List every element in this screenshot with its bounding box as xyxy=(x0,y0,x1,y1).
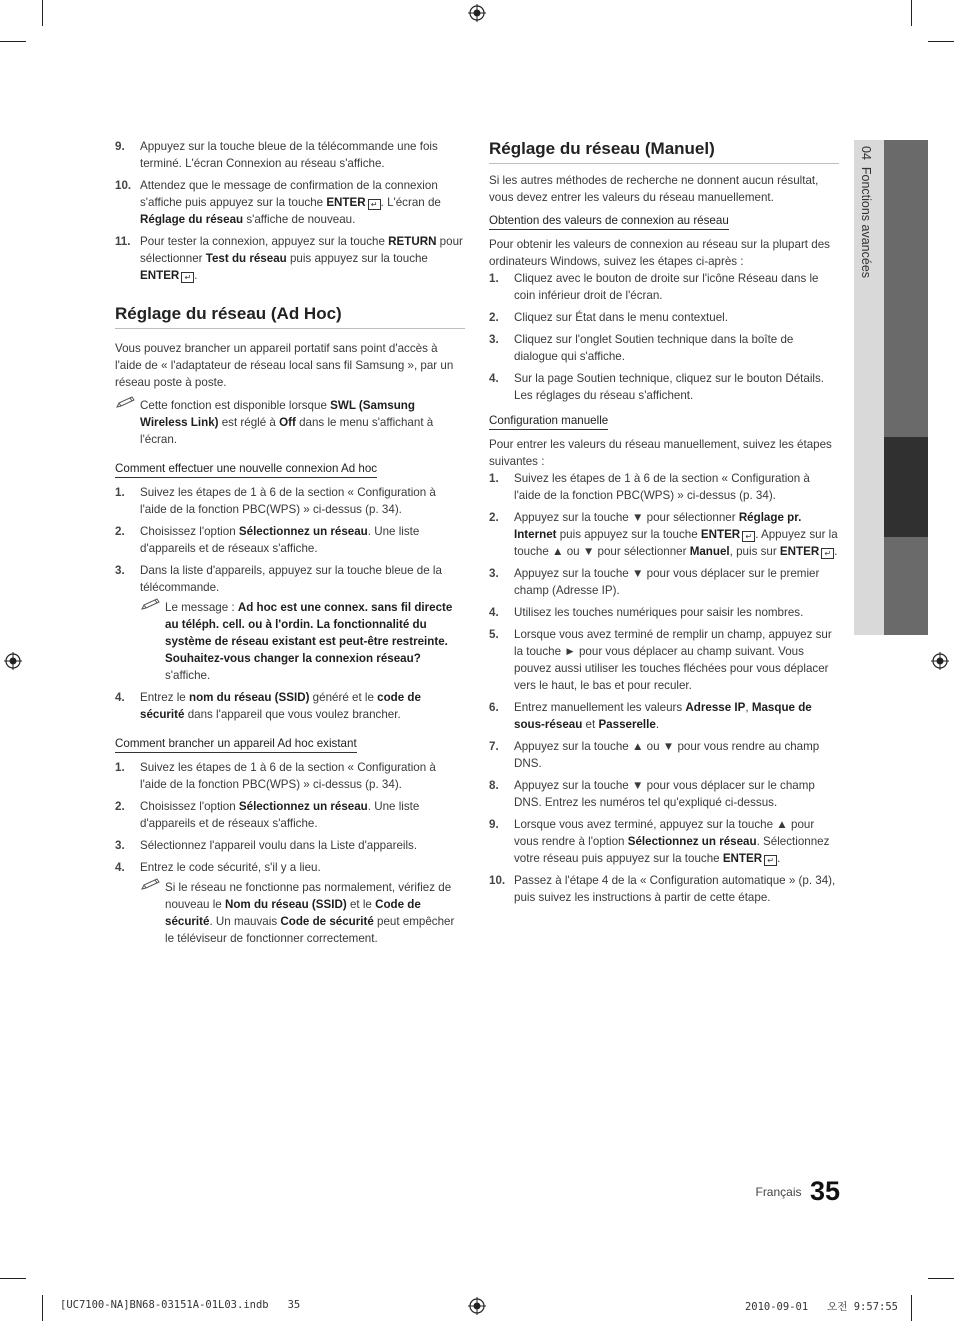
step-number: 2. xyxy=(115,525,125,538)
bold-term: ENTER xyxy=(700,528,741,541)
crop-mark xyxy=(911,1295,912,1321)
bold-term: Réglage du réseau xyxy=(140,213,244,226)
bold-term: Nom du réseau (SSID) xyxy=(224,898,347,911)
list-item xyxy=(489,565,839,599)
note xyxy=(140,879,465,947)
note xyxy=(115,397,465,448)
right-column xyxy=(489,138,839,906)
steps-list xyxy=(489,470,839,906)
enter-key-icon: ↵ xyxy=(764,855,777,866)
step-text: Appuyez sur la touche ▲ ou ▼ pour vous rendre au champ DNS. xyxy=(514,740,820,770)
step-text: Appuyez sur la touche ▼ pour vous déplacer sur le champ DNS. Entrez les numéros tel qu'expliqué ci-dessus. xyxy=(514,779,815,809)
manual-intro: Si les autres méthodes de recherche ne donnent aucun résultat, vous devez entrer les valeurs du réseau manuellement. xyxy=(489,174,819,204)
step-number: 7. xyxy=(489,740,499,753)
step-number: 10. xyxy=(489,874,506,887)
bold-term: RETURN xyxy=(388,235,437,248)
step-text: Suivez les étapes de 1 à 6 de la section « Configuration à l'aide de la fonction PBC(WPS) » ci-dessus (p. 34). xyxy=(140,761,436,791)
step-text: Attendez que le message de confirmation de la connexion s'affiche puis appuyez sur la touche ENTER ↵ . L'écran de Réglage du réseau s'affiche de nouveau. xyxy=(140,179,441,226)
list-item xyxy=(115,177,465,228)
step-number: 3. xyxy=(115,564,125,577)
step-number: 3. xyxy=(489,333,499,346)
step-text: Utilisez les touches numériques pour saisir les nombres. xyxy=(514,606,804,619)
list-item xyxy=(489,738,839,772)
bold-term: Manuel xyxy=(689,545,730,558)
bold-term: Masque de sous-réseau xyxy=(514,701,812,731)
step-text: Choisissez l'option Sélectionnez un réseau. Une liste d'appareils et de réseaux s'affiche. xyxy=(140,525,420,555)
list-item xyxy=(115,138,465,172)
registration-mark-icon xyxy=(468,1297,486,1315)
list-item xyxy=(489,604,839,621)
bold-term: ENTER xyxy=(140,269,180,282)
list-item xyxy=(489,470,839,504)
crop-mark xyxy=(911,0,912,26)
chapter-label xyxy=(859,146,873,278)
bold-term: ENTER xyxy=(779,545,820,558)
steps-list xyxy=(115,138,465,284)
step-text: Appuyez sur la touche ▼ pour vous déplacer sur le premier champ (Adresse IP). xyxy=(514,567,820,597)
note-pencil-icon xyxy=(140,597,162,611)
step-text: Sélectionnez l'appareil voulu dans la Liste d'appareils. xyxy=(140,839,418,852)
list-item xyxy=(489,309,839,326)
note-pencil-icon xyxy=(115,395,137,409)
list-item xyxy=(489,777,839,811)
list-item xyxy=(115,859,465,947)
print-file-info: [UC7100-NA]BN68-03151A-01L03.indb 35 xyxy=(60,1299,301,1311)
step-text: Pour tester la connexion, appuyez sur la touche RETURN pour sélectionner Test du réseau puis appuyez sur la touche ENTER ↵ . xyxy=(140,235,463,282)
bold-term: ENTER xyxy=(722,852,763,865)
step-number: 3. xyxy=(489,567,499,580)
list-item xyxy=(115,798,465,832)
bold-term: Off xyxy=(279,416,296,429)
list-item xyxy=(115,689,465,723)
subsection-manual-config: Configuration manuelle xyxy=(489,413,608,430)
step-text: Suivez les étapes de 1 à 6 de la section « Configuration à l'aide de la fonction PBC(WPS) » ci-dessus (p. 34). xyxy=(514,472,810,502)
crop-mark xyxy=(42,0,43,26)
registration-mark-icon xyxy=(931,652,949,670)
chapter-bar-active xyxy=(884,437,928,537)
page-footer xyxy=(700,1176,840,1207)
step-number: 6. xyxy=(489,701,499,714)
list-item xyxy=(489,872,839,906)
bold-term: Adresse IP xyxy=(685,701,746,714)
bold-term: Sélectionnez un réseau xyxy=(238,800,368,813)
step-number: 1. xyxy=(489,272,499,285)
note-pencil-icon xyxy=(140,877,162,891)
list-item xyxy=(115,484,465,518)
list-item xyxy=(115,233,465,284)
step-number: 4. xyxy=(489,606,499,619)
steps-list xyxy=(489,270,839,404)
step-text: Suivez les étapes de 1 à 6 de la section « Configuration à l'aide de la fonction PBC(WPS) » ci-dessus (p. 34). xyxy=(140,486,436,516)
step-number: 4. xyxy=(115,691,125,704)
bold-term: code de sécurité xyxy=(140,691,421,721)
section-title-manual: Réglage du réseau (Manuel) xyxy=(489,138,839,164)
bold-term: Ad hoc est une connex. sans fil directe au téléph. cell. ou à l'ordin. La fonctionnalité du système de réseau existant est peut-être restreinte. Souhaitez-vous changer la connexion réseau? xyxy=(165,601,453,665)
chapter-number: 04 xyxy=(859,146,873,160)
registration-mark-icon xyxy=(4,652,22,670)
step-number: 2. xyxy=(489,311,499,324)
left-column xyxy=(115,138,465,947)
enter-key-icon: ↵ xyxy=(821,548,834,559)
manual-config-intro: Pour entrer les valeurs du réseau manuellement, suivez les étapes suivantes : xyxy=(489,438,832,468)
step-text: Appuyez sur la touche bleue de la télécommande une fois terminé. L'écran Connexion au réseau s'affiche. xyxy=(140,140,438,170)
footer-language: Français xyxy=(755,1185,802,1199)
subsection-new-connection: Comment effectuer une nouvelle connexion Ad hoc xyxy=(115,461,377,478)
note xyxy=(140,599,465,684)
bold-term: Sélectionnez un réseau xyxy=(238,525,368,538)
enter-key-icon: ↵ xyxy=(181,272,194,283)
step-text: Appuyez sur la touche ▼ pour sélectionner Réglage pr. Internet puis appuyez sur la touche ENTER ↵ . Appuyez sur la touche ▲ ou ▼ pour sélectionner Manuel, puis sur ENTER ↵ . xyxy=(514,511,838,558)
page-number: 35 xyxy=(809,1176,840,1206)
chapter-bar xyxy=(884,140,928,437)
bold-term: Code de sécurité xyxy=(165,898,421,928)
step-text: Dans la liste d'appareils, appuyez sur la touche bleue de la télécommande. xyxy=(140,564,442,594)
step-text: Entrez le nom du réseau (SSID) généré et le code de sécurité dans l'appareil que vous voulez brancher. xyxy=(140,691,421,721)
step-number: 4. xyxy=(115,861,125,874)
bold-term: ENTER xyxy=(326,196,366,209)
step-text: Entrez manuellement les valeurs Adresse IP, Masque de sous-réseau et Passerelle. xyxy=(514,701,812,731)
step-number: 3. xyxy=(115,839,125,852)
subsection-obtain: Obtention des valeurs de connexion au réseau xyxy=(489,213,729,230)
subsection-existing: Comment brancher un appareil Ad hoc existant xyxy=(115,736,357,753)
step-number: 4. xyxy=(489,372,499,385)
step-text: Lorsque vous avez terminé de remplir un champ, appuyez sur la touche ► pour vous déplacer au champ suivant. Vous pouvez aussi utiliser les touches fléchées pour vous déplacer vers le haut, le bas et pour reculer. xyxy=(514,628,832,692)
step-text: Cliquez sur l'onglet Soutien technique dans la boîte de dialogue qui s'affiche. xyxy=(514,333,794,363)
registration-mark-icon xyxy=(468,4,486,22)
list-item xyxy=(489,370,839,404)
note-text: Cette fonction est disponible lorsque SWL (Samsung Wireless Link) est réglé à Off dans le menu s'affichant à l'écran. xyxy=(140,399,434,446)
steps-list xyxy=(115,484,465,723)
chapter-title: Fonctions avancées xyxy=(859,166,873,279)
step-number: 1. xyxy=(115,486,125,499)
print-date-info: 2010-09-01 오전 9:57:55 xyxy=(744,1301,898,1313)
list-item xyxy=(489,509,839,560)
step-number: 10. xyxy=(115,179,132,192)
step-number: 11. xyxy=(115,235,131,248)
list-item xyxy=(489,270,839,304)
list-item xyxy=(115,759,465,793)
chapter-bar xyxy=(884,537,928,635)
enter-key-icon: ↵ xyxy=(742,531,755,542)
bold-term: Sélectionnez un réseau xyxy=(627,835,757,848)
steps-list xyxy=(115,759,465,947)
step-number: 2. xyxy=(115,800,125,813)
step-text: Cliquez avec le bouton de droite sur l'icône Réseau dans le coin inférieur droit de l'écran. xyxy=(514,272,819,302)
bold-term: Réglage pr. Internet xyxy=(514,511,802,541)
bold-term: Test du réseau xyxy=(205,252,287,265)
step-text: Sur la page Soutien technique, cliquez sur le bouton Détails. Les réglages du réseau s'affichent. xyxy=(514,372,825,402)
list-item xyxy=(115,562,465,684)
note-text: Si le réseau ne fonctionne pas normalement, vérifiez de nouveau le Nom du réseau (SSID) et le Code de sécurité. Un mauvais Code de sécurité peut empêcher le téléviseur de fonctionner correctement. xyxy=(165,881,455,945)
list-item xyxy=(489,699,839,733)
crop-mark xyxy=(0,1278,26,1279)
bold-term: Passerelle xyxy=(598,718,656,731)
section-title-adhoc: Réglage du réseau (Ad Hoc) xyxy=(115,303,465,329)
step-text: Choisissez l'option Sélectionnez un réseau. Une liste d'appareils et de réseaux s'affiche. xyxy=(140,800,420,830)
crop-mark xyxy=(928,1278,954,1279)
step-text: Cliquez sur État dans le menu contextuel. xyxy=(514,311,728,324)
step-number: 8. xyxy=(489,779,499,792)
crop-mark xyxy=(42,1295,43,1321)
step-number: 1. xyxy=(489,472,499,485)
step-text: Entrez le code sécurité, s'il y a lieu. xyxy=(140,861,321,874)
step-text: Lorsque vous avez terminé, appuyez sur la touche ▲ pour vous rendre à l'option Sélectionnez un réseau. Sélectionnez votre réseau puis appuyez sur la touche ENTER ↵ . xyxy=(514,818,830,865)
bold-term: nom du réseau (SSID) xyxy=(188,691,310,704)
crop-mark xyxy=(928,41,954,42)
adhoc-intro: Vous pouvez brancher un appareil portatif sans point d'accès à l'aide de « l'adaptateur de réseau local sans fil Samsung », par un réseau poste à poste. xyxy=(115,342,454,389)
bold-term: Code de sécurité xyxy=(280,915,374,928)
list-item xyxy=(489,816,839,867)
list-item xyxy=(489,626,839,694)
list-item xyxy=(115,837,465,854)
step-text: Passez à l'étape 4 de la « Configuration automatique » (p. 34), puis suivez les instructions à partir de cette étape. xyxy=(514,874,836,904)
step-number: 1. xyxy=(115,761,125,774)
step-number: 2. xyxy=(489,511,499,524)
step-number: 5. xyxy=(489,628,499,641)
note-text: Le message : Ad hoc est une connex. sans fil directe au téléph. cell. ou à l'ordin. La fonctionnalité du système de réseau existant est peut-être restreinte. Souhaitez-vous changer la connexion réseau? s'affiche. xyxy=(165,601,453,682)
bold-term: SWL (Samsung Wireless Link) xyxy=(140,399,415,429)
crop-mark xyxy=(0,41,26,42)
step-number: 9. xyxy=(489,818,499,831)
step-number: 9. xyxy=(115,140,125,153)
obtain-intro: Pour obtenir les valeurs de connexion au réseau sur la plupart des ordinateurs Windows, suivez les étapes ci-après : xyxy=(489,238,830,268)
list-item xyxy=(489,331,839,365)
enter-key-icon: ↵ xyxy=(368,199,381,210)
list-item xyxy=(115,523,465,557)
